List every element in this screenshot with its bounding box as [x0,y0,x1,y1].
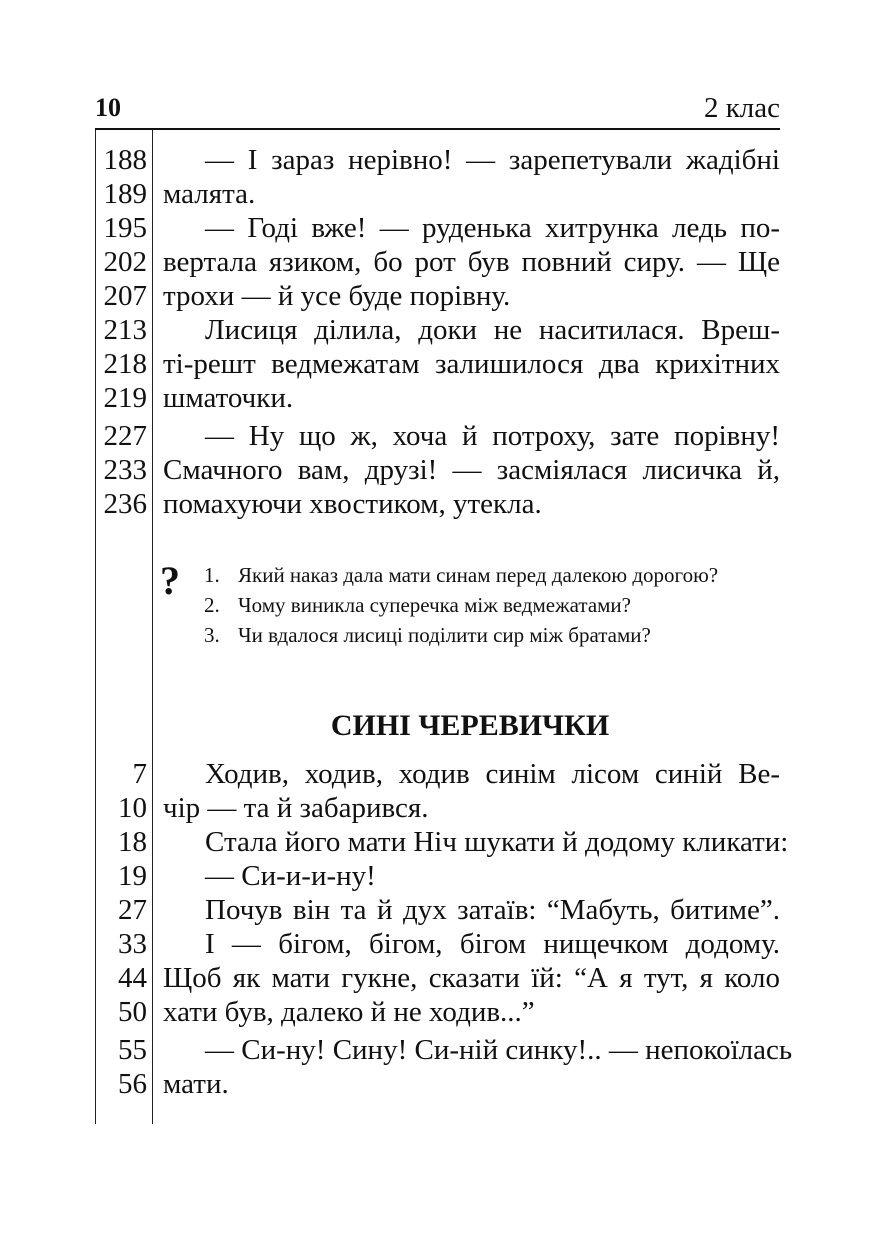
line-text: ті-решт ведмежатам залишилося два крихітних [163,348,780,380]
word-count: 202 [103,246,147,278]
line-text: мати. [163,1068,229,1100]
text-line [0,859,875,893]
question-number: 2. [204,593,220,617]
line-text: Стала його мати Ніч шукати й додому кликати: [205,826,789,858]
word-count: 188 [103,144,147,176]
story-title: СИНІ ЧЕРЕВИЧКИ [330,709,610,742]
word-count: 207 [103,280,147,312]
text-line [0,177,875,211]
question-item [204,590,631,620]
text-line [0,453,875,487]
line-text: чір — та й забарився. [163,792,429,824]
page-number: 10 [95,93,121,122]
word-count: 219 [103,382,147,414]
question-item [204,620,651,650]
line-text: помахуючи хвостиком, утекла. [163,488,542,520]
line-text: хати був, далеко й не ходив...” [163,996,535,1028]
text-line [0,757,875,791]
text-line [0,279,875,313]
text-line [0,313,875,347]
line-text: — Си-и-и-ну! [205,860,376,892]
word-count: 233 [103,454,147,486]
text-line [0,487,875,521]
line-text: Лисиця ділила, доки не наситилася. Вреш- [205,314,780,346]
line-text: — Ну що ж, хоча й потроху, зате порівну! [205,420,780,452]
text-line [0,347,875,381]
line-text: Смачного вам, друзі! — засміялася лисичка й, [163,454,780,486]
word-count: 10 [118,792,147,824]
text-line [0,995,875,1029]
text-line [0,961,875,995]
question-text: Який наказ дала мати синам перед далекою дорогою? [238,563,719,587]
grade-label: 2 клас [703,92,780,124]
text-line [0,791,875,825]
line-text: І — бігом, бігом, бігом нищечком додому. [205,928,780,960]
line-text: трохи — й усе буде порівну. [163,280,511,312]
text-line [0,211,875,245]
word-count: 213 [103,314,147,346]
text-line [0,1067,875,1101]
word-count: 50 [118,996,147,1028]
word-count: 19 [118,860,147,892]
word-count: 55 [118,1034,147,1066]
word-count: 227 [103,420,147,452]
question-number: 3. [204,623,220,647]
word-count: 18 [118,826,147,858]
question-text: Чому виникла суперечка між ведмежатами? [238,593,631,617]
text-line [0,245,875,279]
header-rule [95,128,780,130]
line-text: вертала язиком, бо рот був повний сиру. — Ще [163,246,780,278]
text-line [0,893,875,927]
question-mark-icon: ? [160,558,180,603]
word-count: 44 [118,962,147,994]
word-count: 7 [132,758,147,790]
text-line [0,1033,875,1067]
word-count: 218 [103,348,147,380]
text-line [0,419,875,453]
word-count: 236 [103,488,147,520]
word-count: 33 [118,928,147,960]
word-count: 189 [103,178,147,210]
text-line [0,825,875,859]
question-number: 1. [204,563,220,587]
word-count: 56 [118,1068,147,1100]
question-item [204,560,718,590]
line-text: — І зараз нерівно! — зарепетували жадібні [205,144,780,176]
text-line [0,927,875,961]
text-line [0,143,875,177]
word-count: 27 [118,894,147,926]
line-text: Почув він та й дух затаїв: “Мабуть, битиме”. [205,894,780,926]
text-line [0,381,875,415]
line-text: — Си-ну! Сину! Си-ній синку!.. — непокоїлась [205,1034,793,1066]
line-text: Ходив, ходив, ходив синім лісом синій Ве- [205,758,780,790]
question-text: Чи вдалося лисиці поділити сир між братами? [238,623,651,647]
line-text: малята. [163,178,256,210]
line-text: шматочки. [163,382,294,414]
line-text: — Годі вже! — руденька хитрунка ледь по- [205,212,780,244]
word-count: 195 [103,212,147,244]
line-text: Щоб як мати гукне, сказати їй: “А я тут, я коло [163,962,780,994]
